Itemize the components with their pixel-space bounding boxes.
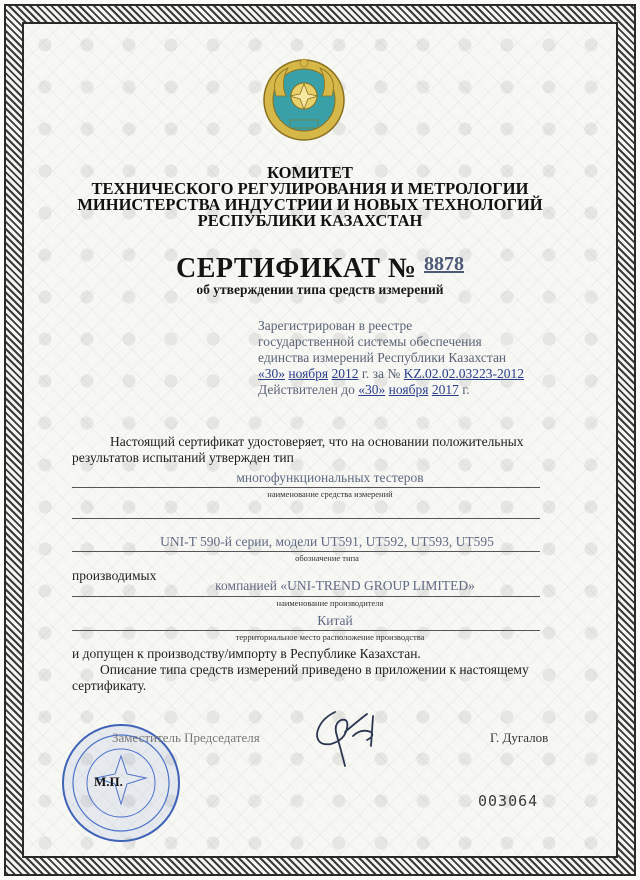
manufacturer-caption: наименование производителя (276, 598, 384, 608)
production-country: Китай (317, 613, 353, 628)
registration-day: «30» (258, 366, 285, 381)
certificate-number: 8878 (424, 253, 464, 275)
type-caption: обозначение типа (295, 553, 359, 563)
instrument-caption: наименование средства измерений (267, 489, 393, 499)
signer-role: Заместитель Председателя (112, 730, 260, 745)
certificate-title-text: СЕРТИФИКАТ № (176, 253, 417, 284)
handwritten-signature (305, 706, 385, 770)
valid-day: «30» (358, 382, 386, 397)
registration-suffix: г. за № (361, 366, 401, 381)
description-line-1: Описание типа средств измерений приведено в приложении к настоящему (100, 662, 529, 677)
valid-month: ноября (388, 382, 429, 397)
committee-line-3: МИНИСТЕРСТВА ИНДУСТРИИ И НОВЫХ ТЕХНОЛОГИЙ (77, 195, 543, 214)
intro-line-1: Настоящий сертификат удостоверяет, что на основании положительных (110, 434, 524, 449)
instrument-name: многофункциональных тестеров (236, 470, 424, 485)
valid-year: 2017 (431, 382, 459, 397)
committee-line-4: РЕСПУБЛИКИ КАЗАХСТАН (197, 211, 423, 230)
valid-prefix: Действителен до (258, 382, 355, 397)
registration-month: ноября (288, 366, 329, 381)
blank-underline (72, 518, 540, 519)
validity-line (258, 382, 470, 398)
instrument-underline (72, 487, 540, 488)
committee-line-1: КОМИТЕТ (267, 163, 353, 182)
registration-date-line (258, 366, 524, 382)
certificate-title (150, 253, 490, 285)
registration-number: KZ.02.02.03223-2012 (403, 366, 524, 381)
registration-line-2: государственной системы обеспечения (258, 334, 482, 349)
seal-label: М.П. (94, 774, 123, 789)
committee-line-2: ТЕХНИЧЕСКОГО РЕГУЛИРОВАНИЯ И МЕТРОЛОГИИ (91, 179, 529, 198)
manufacturer-name: компанией «UNI-TREND GROUP LIMITED» (215, 578, 475, 593)
kazakhstan-emblem-icon (262, 56, 346, 144)
registration-year: 2012 (331, 366, 359, 381)
country-underline (72, 630, 540, 631)
description-line-2: сертификату. (72, 678, 147, 693)
registration-line-1: Зарегистрирован в реестре (258, 318, 413, 333)
country-caption: территориальное место расположение производства (235, 632, 425, 642)
admission-text: и допущен к производству/импорту в Республике Казахстан. (72, 646, 421, 661)
type-underline (72, 551, 540, 552)
certificate-subtitle: об утверждении типа средств измерений (196, 282, 444, 297)
valid-suffix: г. (462, 382, 470, 397)
serial-number: 003064 (478, 792, 539, 810)
manufacturer-underline (72, 596, 540, 597)
signer-name: Г. Дугалов (490, 730, 549, 745)
produced-label: производимых (72, 568, 157, 583)
registration-line-3: единства измерений Республики Казахстан (258, 350, 507, 365)
type-designation: UNI-T 590-й серии, модели UT591, UT592, UT593, UT595 (160, 534, 494, 549)
intro-line-2: результатов испытаний утвержден тип (72, 450, 294, 465)
